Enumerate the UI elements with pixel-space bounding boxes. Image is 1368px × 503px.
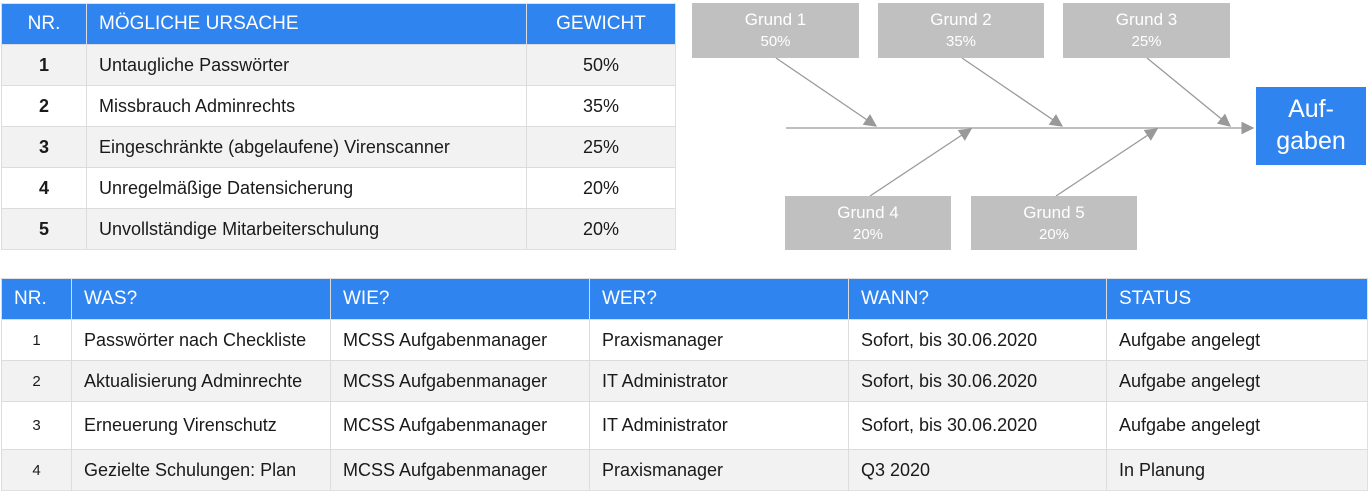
action-status: Aufgabe angelegt <box>1107 320 1368 361</box>
fishbone-head <box>1256 87 1366 165</box>
head-line-1: Auf- <box>1288 95 1334 123</box>
header-wie: WIE? <box>331 279 590 320</box>
header-nr: NR. <box>2 279 72 320</box>
cause-box-name: Grund 3 <box>1115 10 1178 29</box>
cause-nr: 3 <box>2 127 87 168</box>
cause-text: Eingeschränkte (abgelaufene) Virenscanner <box>87 127 527 168</box>
cause-nr: 2 <box>2 86 87 127</box>
action-wann: Q3 2020 <box>849 450 1107 491</box>
cause-box-weight: 25% <box>1131 33 1162 50</box>
table-row <box>2 361 1368 402</box>
cause-box-name: Grund 5 <box>1023 203 1085 222</box>
cause-box-weight: 20% <box>1038 226 1070 243</box>
action-wann: Sofort, bis 30.06.2020 <box>849 320 1107 361</box>
head-line-2: gaben <box>1276 127 1346 155</box>
action-was: Aktualisierung Adminrechte <box>72 361 331 402</box>
action-wann: Sofort, bis 30.06.2020 <box>849 402 1107 450</box>
action-wer: IT Administrator <box>590 402 849 450</box>
cause-text: Unregelmäßige Datensicherung <box>87 168 527 209</box>
action-was: Erneuerung Virenschutz <box>72 402 331 450</box>
cause-box-name: Grund 4 <box>837 203 899 222</box>
header-wer: WER? <box>590 279 849 320</box>
action-nr: 4 <box>2 450 72 491</box>
cause-weight: 25% <box>527 127 676 168</box>
bone-2 <box>962 58 1062 126</box>
header-weight: GEWICHT <box>527 4 676 45</box>
action-was: Passwörter nach Checkliste <box>72 320 331 361</box>
cause-box-name: Grund 1 <box>744 10 807 29</box>
header-nr: NR. <box>2 4 87 45</box>
header-status: STATUS <box>1107 279 1368 320</box>
action-nr: 2 <box>2 361 72 402</box>
table-row <box>2 450 1368 491</box>
cause-box-name: Grund 2 <box>930 10 992 29</box>
bone-5 <box>1056 129 1157 196</box>
action-nr: 3 <box>2 402 72 450</box>
bone-1 <box>776 58 876 126</box>
cause-weight: 20% <box>527 168 676 209</box>
action-wer: Praxismanager <box>590 320 849 361</box>
cause-nr: 5 <box>2 209 87 250</box>
action-wann: Sofort, bis 30.06.2020 <box>849 361 1107 402</box>
cause-box-4 <box>785 196 951 250</box>
cause-box-1 <box>692 3 859 58</box>
action-status: Aufgabe angelegt <box>1107 402 1368 450</box>
cause-box-2 <box>878 3 1044 58</box>
action-wer: IT Administrator <box>590 361 849 402</box>
cause-nr: 1 <box>2 45 87 86</box>
actions-header-row <box>2 279 1368 320</box>
header-was: WAS? <box>72 279 331 320</box>
action-wie: MCSS Aufgabenmanager <box>331 320 590 361</box>
action-wie: MCSS Aufgabenmanager <box>331 402 590 450</box>
actions-table <box>1 278 1368 491</box>
header-wann: WANN? <box>849 279 1107 320</box>
action-was: Gezielte Schulungen: Plan <box>72 450 331 491</box>
cause-weight: 20% <box>527 209 676 250</box>
action-wer: Praxismanager <box>590 450 849 491</box>
action-nr: 1 <box>2 320 72 361</box>
action-status: In Planung <box>1107 450 1368 491</box>
cause-box-weight: 35% <box>945 33 977 50</box>
cause-text: Untaugliche Passwörter <box>87 45 527 86</box>
header-cause: MÖGLICHE URSACHE <box>87 4 527 45</box>
cause-box-weight: 20% <box>852 226 884 243</box>
cause-box-5 <box>971 196 1137 250</box>
action-wie: MCSS Aufgabenmanager <box>331 450 590 491</box>
cause-weight: 35% <box>527 86 676 127</box>
cause-text: Unvollständige Mitarbeiterschulung <box>87 209 527 250</box>
table-row <box>2 320 1368 361</box>
bone-3 <box>1147 58 1230 126</box>
action-wie: MCSS Aufgabenmanager <box>331 361 590 402</box>
table-row <box>2 402 1368 450</box>
cause-box-weight: 50% <box>760 33 791 50</box>
bone-4 <box>870 129 971 196</box>
cause-box-3 <box>1063 3 1230 58</box>
action-status: Aufgabe angelegt <box>1107 361 1368 402</box>
cause-nr: 4 <box>2 168 87 209</box>
cause-weight: 50% <box>527 45 676 86</box>
cause-text: Missbrauch Adminrechts <box>87 86 527 127</box>
